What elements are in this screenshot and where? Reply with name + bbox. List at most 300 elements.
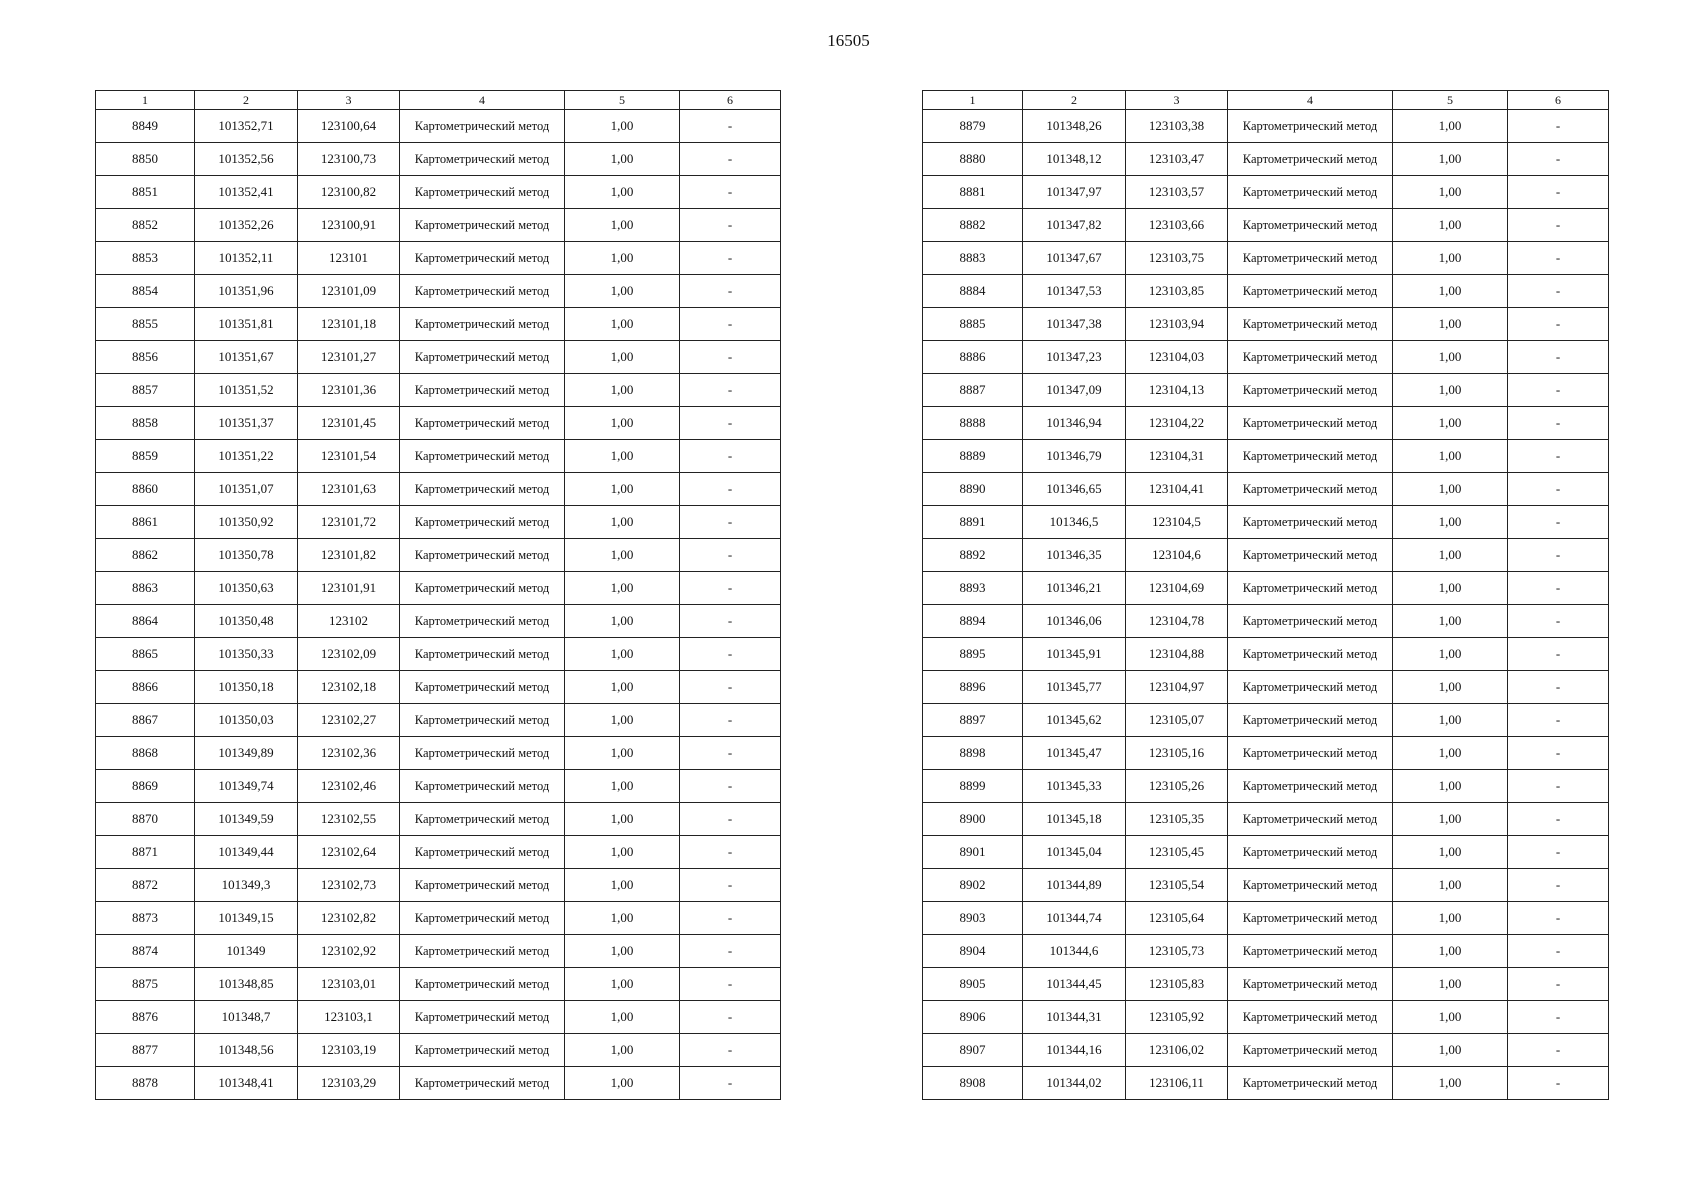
accuracy-cell: 1,00	[1393, 407, 1508, 440]
point-number-cell: 8861	[96, 506, 195, 539]
method-cell: Картометрический метод	[1228, 605, 1393, 638]
column-header: 3	[1126, 91, 1228, 110]
x-coordinate-cell: 101348,12	[1023, 143, 1126, 176]
table-row	[96, 572, 781, 605]
description-cell: -	[1508, 110, 1609, 143]
y-coordinate-cell: 123105,54	[1126, 869, 1228, 902]
x-coordinate-cell: 101350,63	[195, 572, 298, 605]
description-cell: -	[1508, 506, 1609, 539]
table-row	[96, 341, 781, 374]
point-number-cell: 8885	[923, 308, 1023, 341]
table-row	[923, 176, 1609, 209]
description-cell: -	[1508, 341, 1609, 374]
accuracy-cell: 1,00	[1393, 605, 1508, 638]
method-cell: Картометрический метод	[400, 539, 565, 572]
point-number-cell: 8868	[96, 737, 195, 770]
accuracy-cell: 1,00	[565, 572, 680, 605]
method-cell: Картометрический метод	[1228, 176, 1393, 209]
method-cell: Картометрический метод	[1228, 242, 1393, 275]
x-coordinate-cell: 101346,21	[1023, 572, 1126, 605]
description-cell: -	[1508, 638, 1609, 671]
method-cell: Картометрический метод	[1228, 110, 1393, 143]
x-coordinate-cell: 101346,94	[1023, 407, 1126, 440]
table-row	[923, 440, 1609, 473]
x-coordinate-cell: 101350,92	[195, 506, 298, 539]
accuracy-cell: 1,00	[1393, 935, 1508, 968]
column-header: 4	[400, 91, 565, 110]
accuracy-cell: 1,00	[565, 704, 680, 737]
accuracy-cell: 1,00	[565, 1001, 680, 1034]
x-coordinate-cell: 101352,41	[195, 176, 298, 209]
x-coordinate-cell: 101346,5	[1023, 506, 1126, 539]
table-row	[96, 308, 781, 341]
point-number-cell: 8893	[923, 572, 1023, 605]
y-coordinate-cell: 123106,02	[1126, 1034, 1228, 1067]
column-header: 6	[680, 91, 781, 110]
accuracy-cell: 1,00	[565, 935, 680, 968]
description-cell: -	[1508, 242, 1609, 275]
point-number-cell: 8855	[96, 308, 195, 341]
y-coordinate-cell: 123104,22	[1126, 407, 1228, 440]
x-coordinate-cell: 101349,3	[195, 869, 298, 902]
method-cell: Картометрический метод	[1228, 968, 1393, 1001]
description-cell: -	[1508, 176, 1609, 209]
method-cell: Картометрический метод	[400, 176, 565, 209]
y-coordinate-cell: 123102,27	[298, 704, 400, 737]
y-coordinate-cell: 123103,66	[1126, 209, 1228, 242]
y-coordinate-cell: 123104,78	[1126, 605, 1228, 638]
accuracy-cell: 1,00	[1393, 440, 1508, 473]
table-row	[96, 836, 781, 869]
method-cell: Картометрический метод	[1228, 1001, 1393, 1034]
description-cell: -	[680, 242, 781, 275]
method-cell: Картометрический метод	[1228, 374, 1393, 407]
table-row	[96, 638, 781, 671]
table-row	[96, 275, 781, 308]
point-number-cell: 8877	[96, 1034, 195, 1067]
y-coordinate-cell: 123101,63	[298, 473, 400, 506]
table-body	[923, 110, 1609, 1100]
table-row	[96, 506, 781, 539]
method-cell: Картометрический метод	[1228, 275, 1393, 308]
table-row	[923, 704, 1609, 737]
method-cell: Картометрический метод	[400, 242, 565, 275]
point-number-cell: 8860	[96, 473, 195, 506]
table-row	[923, 374, 1609, 407]
table-body	[96, 110, 781, 1100]
table-row	[96, 143, 781, 176]
y-coordinate-cell: 123104,41	[1126, 473, 1228, 506]
method-cell: Картометрический метод	[1228, 737, 1393, 770]
accuracy-cell: 1,00	[565, 506, 680, 539]
description-cell: -	[680, 671, 781, 704]
point-number-cell: 8882	[923, 209, 1023, 242]
point-number-cell: 8907	[923, 1034, 1023, 1067]
x-coordinate-cell: 101346,65	[1023, 473, 1126, 506]
description-cell: -	[1508, 209, 1609, 242]
accuracy-cell: 1,00	[1393, 1067, 1508, 1100]
x-coordinate-cell: 101351,67	[195, 341, 298, 374]
table-row	[96, 1067, 781, 1100]
x-coordinate-cell: 101349,44	[195, 836, 298, 869]
x-coordinate-cell: 101344,74	[1023, 902, 1126, 935]
y-coordinate-cell: 123102,09	[298, 638, 400, 671]
table-row	[923, 1034, 1609, 1067]
x-coordinate-cell: 101344,6	[1023, 935, 1126, 968]
x-coordinate-cell: 101352,71	[195, 110, 298, 143]
table-header	[923, 91, 1609, 110]
table-row	[96, 110, 781, 143]
table-row	[923, 737, 1609, 770]
y-coordinate-cell: 123102	[298, 605, 400, 638]
y-coordinate-cell: 123103,29	[298, 1067, 400, 1100]
description-cell: -	[680, 341, 781, 374]
method-cell: Картометрический метод	[1228, 308, 1393, 341]
y-coordinate-cell: 123105,73	[1126, 935, 1228, 968]
table-row	[923, 638, 1609, 671]
method-cell: Картометрический метод	[1228, 572, 1393, 605]
table-row	[923, 902, 1609, 935]
y-coordinate-cell: 123101,09	[298, 275, 400, 308]
y-coordinate-cell: 123101	[298, 242, 400, 275]
table-row	[923, 110, 1609, 143]
point-number-cell: 8856	[96, 341, 195, 374]
method-cell: Картометрический метод	[400, 143, 565, 176]
y-coordinate-cell: 123105,35	[1126, 803, 1228, 836]
description-cell: -	[1508, 605, 1609, 638]
y-coordinate-cell: 123102,18	[298, 671, 400, 704]
accuracy-cell: 1,00	[1393, 737, 1508, 770]
description-cell: -	[680, 770, 781, 803]
x-coordinate-cell: 101351,37	[195, 407, 298, 440]
table-row	[96, 176, 781, 209]
x-coordinate-cell: 101349	[195, 935, 298, 968]
point-number-cell: 8884	[923, 275, 1023, 308]
x-coordinate-cell: 101349,59	[195, 803, 298, 836]
table-row	[96, 242, 781, 275]
table-row	[96, 704, 781, 737]
y-coordinate-cell: 123105,92	[1126, 1001, 1228, 1034]
table-header	[96, 91, 781, 110]
point-number-cell: 8875	[96, 968, 195, 1001]
accuracy-cell: 1,00	[1393, 176, 1508, 209]
description-cell: -	[680, 374, 781, 407]
x-coordinate-cell: 101346,06	[1023, 605, 1126, 638]
y-coordinate-cell: 123103,47	[1126, 143, 1228, 176]
point-number-cell: 8899	[923, 770, 1023, 803]
y-coordinate-cell: 123105,83	[1126, 968, 1228, 1001]
y-coordinate-cell: 123103,19	[298, 1034, 400, 1067]
x-coordinate-cell: 101347,97	[1023, 176, 1126, 209]
method-cell: Картометрический метод	[1228, 869, 1393, 902]
table-row	[96, 1001, 781, 1034]
x-coordinate-cell: 101348,41	[195, 1067, 298, 1100]
table-row	[96, 407, 781, 440]
x-coordinate-cell: 101345,33	[1023, 770, 1126, 803]
y-coordinate-cell: 123102,64	[298, 836, 400, 869]
accuracy-cell: 1,00	[1393, 539, 1508, 572]
accuracy-cell: 1,00	[565, 770, 680, 803]
accuracy-cell: 1,00	[1393, 1034, 1508, 1067]
x-coordinate-cell: 101351,07	[195, 473, 298, 506]
description-cell: -	[1508, 803, 1609, 836]
x-coordinate-cell: 101345,77	[1023, 671, 1126, 704]
x-coordinate-cell: 101349,89	[195, 737, 298, 770]
x-coordinate-cell: 101352,56	[195, 143, 298, 176]
accuracy-cell: 1,00	[1393, 506, 1508, 539]
x-coordinate-cell: 101344,45	[1023, 968, 1126, 1001]
method-cell: Картометрический метод	[1228, 539, 1393, 572]
method-cell: Картометрический метод	[1228, 407, 1393, 440]
point-number-cell: 8858	[96, 407, 195, 440]
point-number-cell: 8888	[923, 407, 1023, 440]
table-row	[923, 308, 1609, 341]
x-coordinate-cell: 101344,02	[1023, 1067, 1126, 1100]
point-number-cell: 8886	[923, 341, 1023, 374]
method-cell: Картометрический метод	[1228, 935, 1393, 968]
description-cell: -	[1508, 308, 1609, 341]
point-number-cell: 8852	[96, 209, 195, 242]
table-row	[923, 869, 1609, 902]
method-cell: Картометрический метод	[1228, 440, 1393, 473]
accuracy-cell: 1,00	[565, 308, 680, 341]
table-row	[96, 902, 781, 935]
table-row	[96, 671, 781, 704]
description-cell: -	[1508, 572, 1609, 605]
x-coordinate-cell: 101348,56	[195, 1034, 298, 1067]
y-coordinate-cell: 123105,64	[1126, 902, 1228, 935]
method-cell: Картометрический метод	[400, 803, 565, 836]
description-cell: -	[680, 275, 781, 308]
accuracy-cell: 1,00	[1393, 671, 1508, 704]
table-row	[96, 374, 781, 407]
accuracy-cell: 1,00	[565, 143, 680, 176]
method-cell: Картометрический метод	[400, 407, 565, 440]
description-cell: -	[680, 539, 781, 572]
point-number-cell: 8894	[923, 605, 1023, 638]
y-coordinate-cell: 123104,97	[1126, 671, 1228, 704]
table-row	[923, 1001, 1609, 1034]
point-number-cell: 8871	[96, 836, 195, 869]
accuracy-cell: 1,00	[1393, 902, 1508, 935]
accuracy-cell: 1,00	[565, 374, 680, 407]
x-coordinate-cell: 101347,82	[1023, 209, 1126, 242]
y-coordinate-cell: 123101,45	[298, 407, 400, 440]
method-cell: Картометрический метод	[1228, 836, 1393, 869]
point-number-cell: 8900	[923, 803, 1023, 836]
description-cell: -	[680, 176, 781, 209]
x-coordinate-cell: 101345,04	[1023, 836, 1126, 869]
table-row	[96, 869, 781, 902]
description-cell: -	[680, 440, 781, 473]
method-cell: Картометрический метод	[400, 374, 565, 407]
column-header: 5	[1393, 91, 1508, 110]
table-row	[96, 935, 781, 968]
x-coordinate-cell: 101349,74	[195, 770, 298, 803]
x-coordinate-cell: 101347,38	[1023, 308, 1126, 341]
column-header: 1	[96, 91, 195, 110]
accuracy-cell: 1,00	[565, 407, 680, 440]
y-coordinate-cell: 123102,55	[298, 803, 400, 836]
accuracy-cell: 1,00	[565, 638, 680, 671]
accuracy-cell: 1,00	[565, 209, 680, 242]
x-coordinate-cell: 101350,33	[195, 638, 298, 671]
y-coordinate-cell: 123104,88	[1126, 638, 1228, 671]
y-coordinate-cell: 123102,92	[298, 935, 400, 968]
point-number-cell: 8865	[96, 638, 195, 671]
method-cell: Картометрический метод	[400, 671, 565, 704]
y-coordinate-cell: 123106,11	[1126, 1067, 1228, 1100]
method-cell: Картометрический метод	[400, 902, 565, 935]
y-coordinate-cell: 123101,18	[298, 308, 400, 341]
method-cell: Картометрический метод	[400, 473, 565, 506]
x-coordinate-cell: 101348,26	[1023, 110, 1126, 143]
column-header: 4	[1228, 91, 1393, 110]
point-number-cell: 8881	[923, 176, 1023, 209]
table-row	[923, 473, 1609, 506]
accuracy-cell: 1,00	[1393, 836, 1508, 869]
x-coordinate-cell: 101350,18	[195, 671, 298, 704]
column-header: 1	[923, 91, 1023, 110]
table-row	[923, 407, 1609, 440]
description-cell: -	[1508, 1034, 1609, 1067]
table-row	[923, 935, 1609, 968]
accuracy-cell: 1,00	[565, 110, 680, 143]
x-coordinate-cell: 101351,52	[195, 374, 298, 407]
point-number-cell: 8867	[96, 704, 195, 737]
description-cell: -	[680, 1034, 781, 1067]
point-number-cell: 8880	[923, 143, 1023, 176]
description-cell: -	[680, 1067, 781, 1100]
accuracy-cell: 1,00	[1393, 968, 1508, 1001]
x-coordinate-cell: 101347,67	[1023, 242, 1126, 275]
table-row	[923, 803, 1609, 836]
method-cell: Картометрический метод	[400, 836, 565, 869]
method-cell: Картометрический метод	[400, 1067, 565, 1100]
y-coordinate-cell: 123103,57	[1126, 176, 1228, 209]
column-header: 6	[1508, 91, 1609, 110]
y-coordinate-cell: 123103,1	[298, 1001, 400, 1034]
table-row	[923, 506, 1609, 539]
description-cell: -	[1508, 770, 1609, 803]
page-number: 16505	[827, 31, 870, 50]
accuracy-cell: 1,00	[1393, 143, 1508, 176]
point-number-cell: 8904	[923, 935, 1023, 968]
column-header: 5	[565, 91, 680, 110]
table-row	[96, 539, 781, 572]
x-coordinate-cell: 101352,11	[195, 242, 298, 275]
point-number-cell: 8854	[96, 275, 195, 308]
accuracy-cell: 1,00	[1393, 473, 1508, 506]
accuracy-cell: 1,00	[565, 539, 680, 572]
accuracy-cell: 1,00	[565, 176, 680, 209]
description-cell: -	[1508, 143, 1609, 176]
y-coordinate-cell: 123101,54	[298, 440, 400, 473]
point-number-cell: 8872	[96, 869, 195, 902]
method-cell: Картометрический метод	[400, 638, 565, 671]
y-coordinate-cell: 123102,36	[298, 737, 400, 770]
accuracy-cell: 1,00	[565, 836, 680, 869]
method-cell: Картометрический метод	[400, 341, 565, 374]
y-coordinate-cell: 123105,45	[1126, 836, 1228, 869]
x-coordinate-cell: 101344,31	[1023, 1001, 1126, 1034]
method-cell: Картометрический метод	[400, 440, 565, 473]
x-coordinate-cell: 101348,85	[195, 968, 298, 1001]
table-row	[923, 605, 1609, 638]
accuracy-cell: 1,00	[565, 902, 680, 935]
point-number-cell: 8862	[96, 539, 195, 572]
description-cell: -	[1508, 473, 1609, 506]
x-coordinate-cell: 101352,26	[195, 209, 298, 242]
table-row	[96, 440, 781, 473]
x-coordinate-cell: 101350,48	[195, 605, 298, 638]
description-cell: -	[680, 506, 781, 539]
point-number-cell: 8895	[923, 638, 1023, 671]
method-cell: Картометрический метод	[400, 935, 565, 968]
point-number-cell: 8870	[96, 803, 195, 836]
description-cell: -	[680, 308, 781, 341]
method-cell: Картометрический метод	[1228, 143, 1393, 176]
table-row	[923, 539, 1609, 572]
description-cell: -	[680, 704, 781, 737]
y-coordinate-cell: 123103,94	[1126, 308, 1228, 341]
x-coordinate-cell: 101351,96	[195, 275, 298, 308]
description-cell: -	[1508, 539, 1609, 572]
y-coordinate-cell: 123105,16	[1126, 737, 1228, 770]
x-coordinate-cell: 101345,91	[1023, 638, 1126, 671]
method-cell: Картометрический метод	[400, 968, 565, 1001]
point-number-cell: 8890	[923, 473, 1023, 506]
description-cell: -	[680, 638, 781, 671]
y-coordinate-cell: 123101,27	[298, 341, 400, 374]
x-coordinate-cell: 101349,15	[195, 902, 298, 935]
accuracy-cell: 1,00	[565, 869, 680, 902]
header-row	[923, 91, 1609, 110]
description-cell: -	[680, 572, 781, 605]
point-number-cell: 8903	[923, 902, 1023, 935]
x-coordinate-cell: 101345,47	[1023, 737, 1126, 770]
table-row	[923, 836, 1609, 869]
accuracy-cell: 1,00	[1393, 572, 1508, 605]
y-coordinate-cell: 123105,26	[1126, 770, 1228, 803]
accuracy-cell: 1,00	[1393, 803, 1508, 836]
x-coordinate-cell: 101351,22	[195, 440, 298, 473]
table-row	[923, 671, 1609, 704]
x-coordinate-cell: 101347,09	[1023, 374, 1126, 407]
description-cell: -	[680, 737, 781, 770]
coordinates-table-right	[922, 90, 1609, 1100]
table-row	[96, 803, 781, 836]
table-row	[923, 143, 1609, 176]
table-row	[96, 1034, 781, 1067]
method-cell: Картометрический метод	[400, 770, 565, 803]
accuracy-cell: 1,00	[565, 1034, 680, 1067]
accuracy-cell: 1,00	[1393, 110, 1508, 143]
y-coordinate-cell: 123104,31	[1126, 440, 1228, 473]
method-cell: Картометрический метод	[400, 110, 565, 143]
accuracy-cell: 1,00	[1393, 638, 1508, 671]
method-cell: Картометрический метод	[1228, 671, 1393, 704]
point-number-cell: 8908	[923, 1067, 1023, 1100]
header-row	[96, 91, 781, 110]
accuracy-cell: 1,00	[565, 242, 680, 275]
method-cell: Картометрический метод	[400, 275, 565, 308]
x-coordinate-cell: 101346,79	[1023, 440, 1126, 473]
accuracy-cell: 1,00	[565, 671, 680, 704]
description-cell: -	[1508, 968, 1609, 1001]
table-row	[96, 209, 781, 242]
description-cell: -	[680, 803, 781, 836]
